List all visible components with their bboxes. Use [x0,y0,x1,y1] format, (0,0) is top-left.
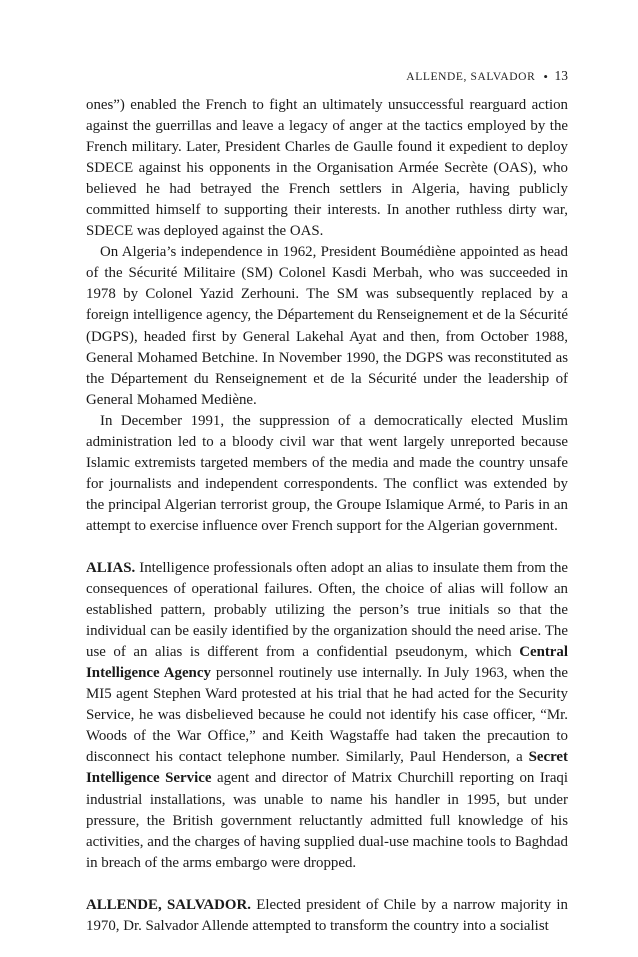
entry-allende-text-1: Elected president of Chile by a narrow majority in 1970, Dr. Salvador Allende attempted to transform the country into a socialist [86,896,568,934]
paragraph-civil-war: In December 1991, the suppression of a democratically elected Muslim administration led to a bloody civil war that went largely unreported because Islamic extremists targeted members of the media and made the country unsafe for journalists and independent correspondents. The conflict was extended by the principal Algerian terrorist group, the Groupe Islamique Armé, to Paris in an attempt to exercise influence over French support for the Algerian government. [86,412,568,534]
entry-headword-alias: ALIAS. [86,559,136,576]
entry-alias-text-2: personnel routinely use internally. In July 1963, when the MI5 agent Stephen Ward protested at his trial that he had acted for the Security Service, he was disbelieved because he could not identify his case officer, “Mr. Woods of the War Office,” and Keith Wagstaffe had taken the precaution to disconnect his contact telephone number. Similarly, Paul Henderson, a [86,665,568,766]
running-head-title: ALLENDE, SALVADOR [406,71,536,83]
bullet-icon: • [543,69,549,84]
book-page [86,0,568,957]
paragraph-continuation: ones”) enabled the French to fight an ultimately unsuccessful rearguard action against the guerrillas and leave a legacy of anger at the tactics employed by the French military. Later, President Charles de Gaulle found it expedient to deploy SDECE against his opponents in the Organisation Armée Secrète (OAS), who believed he had betrayed the French settlers in Algeria, having publicly committed himself to supporting their interests. In another ruthless dirty war, SDECE was deployed against the OAS. [86,97,568,240]
entry-alias-text-1: Intelligence professionals often adopt an alias to insulate them from the consequences of operational failures. Often, the choice of alias will follow an established pattern, probably utilizing the person’s true initials so that the individual can be easily identified by the organization should the need arise. The use of an alias is different from a confidential pseudonym, which [86,559,568,661]
entry-alias [86,558,568,874]
entry-allende [86,895,568,937]
page-body [86,95,568,937]
entry-headword-allende: ALLENDE, SALVADOR. [86,896,251,913]
running-head [406,68,568,84]
paragraph-algeria-independence: On Algeria’s independence in 1962, President Boumédiène appointed as head of the Sécurité Militaire (SM) Colonel Kasdi Merbah, who was succeeded in 1978 by Colonel Yazid Zerhouni. The SM was subsequently replaced by a foreign intelligence agency, the Département du Renseignement et de la Sécurité (DGPS), headed first by General Lakehal Ayat and then, from October 1988, General Mohamed Betchine. In November 1990, the DGPS was reconstituted as the Département du Renseignement et de la Sécurité under the leadership of General Mohamed Mediène. [86,244,568,408]
entry-alias-text-3: agent and director of Matrix Churchill reporting on Iraqi industrial installations, was unable to name his handler in 1995, but under pressure, the British government reluctantly admitted full knowledge of his activities, and the charges of having supplied dual-use machine tools to Baghdad in breach of the arms embargo were dropped. [86,770,569,871]
cross-reference-sis[interactable]: Secret Intelligence Service [86,749,568,787]
cross-reference-cia[interactable]: Central Intelligence Agency [86,644,568,682]
page-number: 13 [554,68,568,83]
